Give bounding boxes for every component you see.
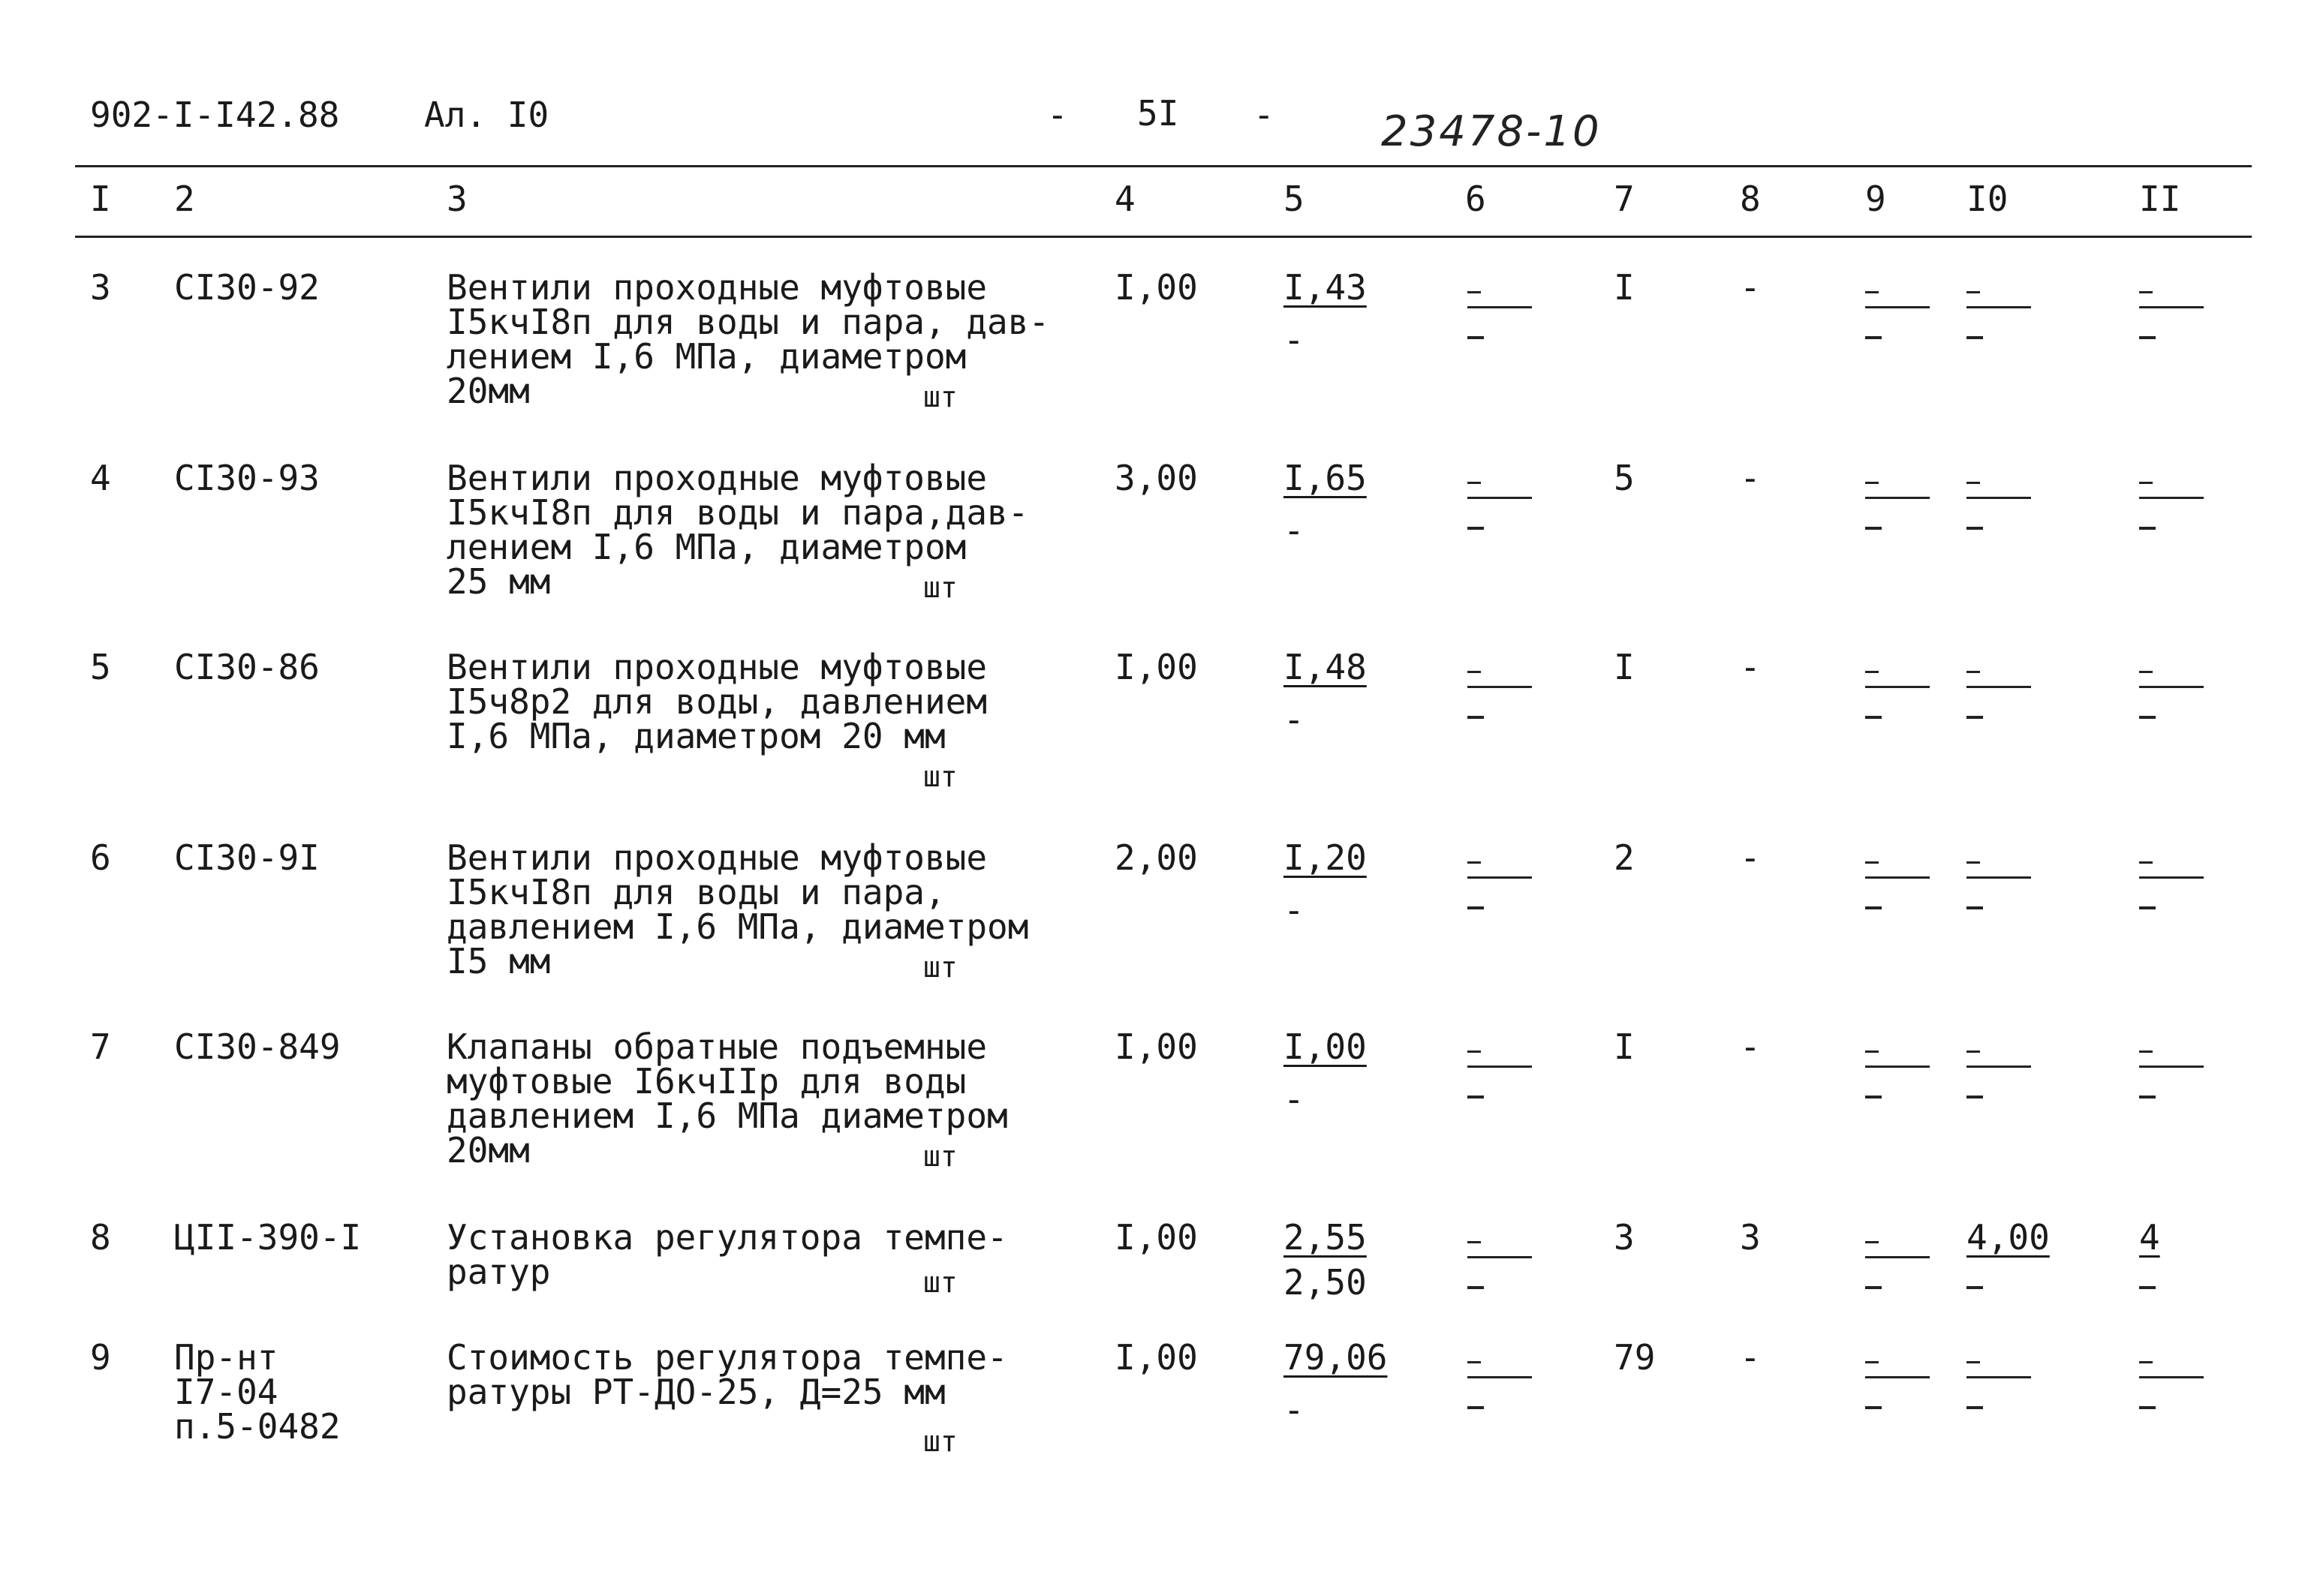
description-line: 25 мм <box>447 561 551 602</box>
row-number: 4 <box>90 458 111 498</box>
row-unit: шт <box>923 380 958 413</box>
description-line: I5 мм <box>447 941 551 981</box>
row-col7: 79 <box>1614 1337 1656 1378</box>
description-line: давлением I,6 МПа, диаметром <box>447 906 1029 947</box>
row-quantity: I,00 <box>1115 647 1198 687</box>
row-quantity: I,00 <box>1115 1337 1198 1378</box>
page-number: 5I <box>1137 93 1179 134</box>
row-code-line: I7-04 <box>174 1372 278 1412</box>
description-line: лением I,6 МПа, диаметром <box>447 527 967 567</box>
col-header-11: II <box>2139 179 2181 219</box>
row-col5-bottom: - <box>1283 890 1304 930</box>
row-col5-top: 79,06 <box>1283 1337 1388 1378</box>
row-code <box>174 1337 341 1447</box>
row-col5-top: I,43 <box>1283 267 1367 308</box>
row-col5-bottom: - <box>1283 1079 1304 1120</box>
row-col5-bottom: 2,50 <box>1283 1262 1367 1303</box>
sheet-label: Ал. I0 <box>424 95 549 135</box>
page-dash-right: - <box>1253 95 1274 135</box>
description-line: Вентили проходные муфтовые <box>447 458 988 498</box>
description-line: Вентили проходные муфтовые <box>447 647 988 687</box>
col-header-8: 8 <box>1740 179 1761 219</box>
row-col5-bottom: - <box>1283 510 1304 551</box>
row-quantity: I,00 <box>1115 1026 1198 1067</box>
col-header-3: 3 <box>447 179 468 219</box>
row-code: ЦII-390-I <box>174 1217 362 1258</box>
row-quantity: I,00 <box>1115 267 1198 308</box>
col-header-1: I <box>90 179 111 219</box>
row-number: 7 <box>90 1026 111 1067</box>
description-line: ратур <box>447 1252 551 1292</box>
row-col7: I <box>1614 1026 1635 1067</box>
row-col7: 3 <box>1614 1217 1635 1258</box>
col10-bottom-dash <box>1966 1286 1983 1289</box>
row-col5-bottom: - <box>1283 320 1304 360</box>
row-code: CI30-93 <box>174 458 320 498</box>
row-code: CI30-86 <box>174 647 320 687</box>
row-col5-top: I,65 <box>1283 458 1367 498</box>
description-line: I5кчI8п для воды и пара, <box>447 872 946 912</box>
description-line: лением I,6 МПа, диаметром <box>447 336 967 377</box>
doc-code: 902-I-I42.88 <box>90 95 340 135</box>
row-col7: I <box>1614 267 1635 308</box>
col-header-9: 9 <box>1865 179 1886 219</box>
row-quantity: I,00 <box>1115 1217 1198 1258</box>
row-number: 6 <box>90 837 111 878</box>
col-header-5: 5 <box>1283 179 1304 219</box>
col-header-2: 2 <box>174 179 195 219</box>
table-row <box>0 267 2305 458</box>
row-unit: шт <box>923 571 958 604</box>
row-quantity: 2,00 <box>1115 837 1198 878</box>
table-row <box>0 1026 2305 1217</box>
row-code-line: п.5-0482 <box>174 1406 341 1447</box>
row-col7: I <box>1614 647 1635 687</box>
row-col8: - <box>1740 1026 1761 1067</box>
description-line: Установка регулятора темпе- <box>447 1217 1008 1258</box>
row-col8: - <box>1740 267 1761 308</box>
description-line: Стоимость регулятора темпе- <box>447 1337 1008 1378</box>
row-code-line: Пр-нт <box>174 1337 278 1378</box>
row-col11: 4 <box>2139 1217 2160 1258</box>
table-row <box>0 1337 2305 1528</box>
col-header-7: 7 <box>1614 179 1635 219</box>
col11-bottom-dash <box>2139 1286 2156 1289</box>
row-unit: шт <box>923 1425 958 1458</box>
page-dash-left: - <box>1047 95 1068 135</box>
row-col5-top: 2,55 <box>1283 1217 1367 1258</box>
row-col5-bottom: - <box>1283 1390 1304 1430</box>
row-col8: - <box>1740 458 1761 498</box>
row-col8: - <box>1740 647 1761 687</box>
row-description <box>447 647 988 756</box>
description-line: муфтовые I6кчIIр для воды <box>447 1061 967 1102</box>
row-description <box>447 1337 1008 1412</box>
row-number: 5 <box>90 647 111 687</box>
description-line: Вентили проходные муфтовые <box>447 267 988 308</box>
row-description <box>447 267 1050 411</box>
row-col10: 4,00 <box>1966 1217 2050 1258</box>
description-line: ратуры РТ-ДО-25, Д=25 мм <box>447 1372 946 1412</box>
description-line: Клапаны обратные подъемные <box>447 1026 988 1067</box>
row-col8: 3 <box>1740 1217 1761 1258</box>
description-line: 20мм <box>447 1130 530 1171</box>
row-col5-bottom: - <box>1283 699 1304 740</box>
description-line: давлением I,6 МПа диаметром <box>447 1096 1008 1136</box>
top-rule <box>75 165 2252 167</box>
row-unit: шт <box>923 760 958 793</box>
row-number: 8 <box>90 1217 111 1258</box>
table-row <box>0 837 2305 1028</box>
table-row <box>0 647 2305 837</box>
row-number: 3 <box>90 267 111 308</box>
row-unit: шт <box>923 1140 958 1173</box>
description-line: I5ч8р2 для воды, давлением <box>447 681 988 722</box>
row-col7: 5 <box>1614 458 1635 498</box>
description-line: Вентили проходные муфтовые <box>447 837 988 878</box>
handwritten-code: 23478-10 <box>1381 107 1602 156</box>
row-code: CI30-9I <box>174 837 320 878</box>
row-unit: шт <box>923 951 958 984</box>
col-header-6: 6 <box>1465 179 1486 219</box>
row-col7: 2 <box>1614 837 1635 878</box>
row-number: 9 <box>90 1337 111 1378</box>
description-line: I,6 МПа, диаметром 20 мм <box>447 716 946 756</box>
row-quantity: 3,00 <box>1115 458 1198 498</box>
row-col5-top: I,48 <box>1283 647 1367 687</box>
row-code: CI30-849 <box>174 1026 341 1067</box>
description-line: 20мм <box>447 371 530 411</box>
description-line: I5кчI8п для воды и пара,дав- <box>447 492 1029 533</box>
table-row <box>0 458 2305 648</box>
col-header-4: 4 <box>1115 179 1136 219</box>
row-col5-top: I,00 <box>1283 1026 1367 1067</box>
col-header-10: I0 <box>1966 179 2009 219</box>
row-col8: - <box>1740 1337 1761 1378</box>
row-unit: шт <box>923 1266 958 1299</box>
description-line: I5кчI8п для воды и пара, дав- <box>447 302 1050 342</box>
row-col8: - <box>1740 837 1761 878</box>
row-code: CI30-92 <box>174 267 320 308</box>
header-rule <box>75 236 2252 238</box>
row-col5-top: I,20 <box>1283 837 1367 878</box>
